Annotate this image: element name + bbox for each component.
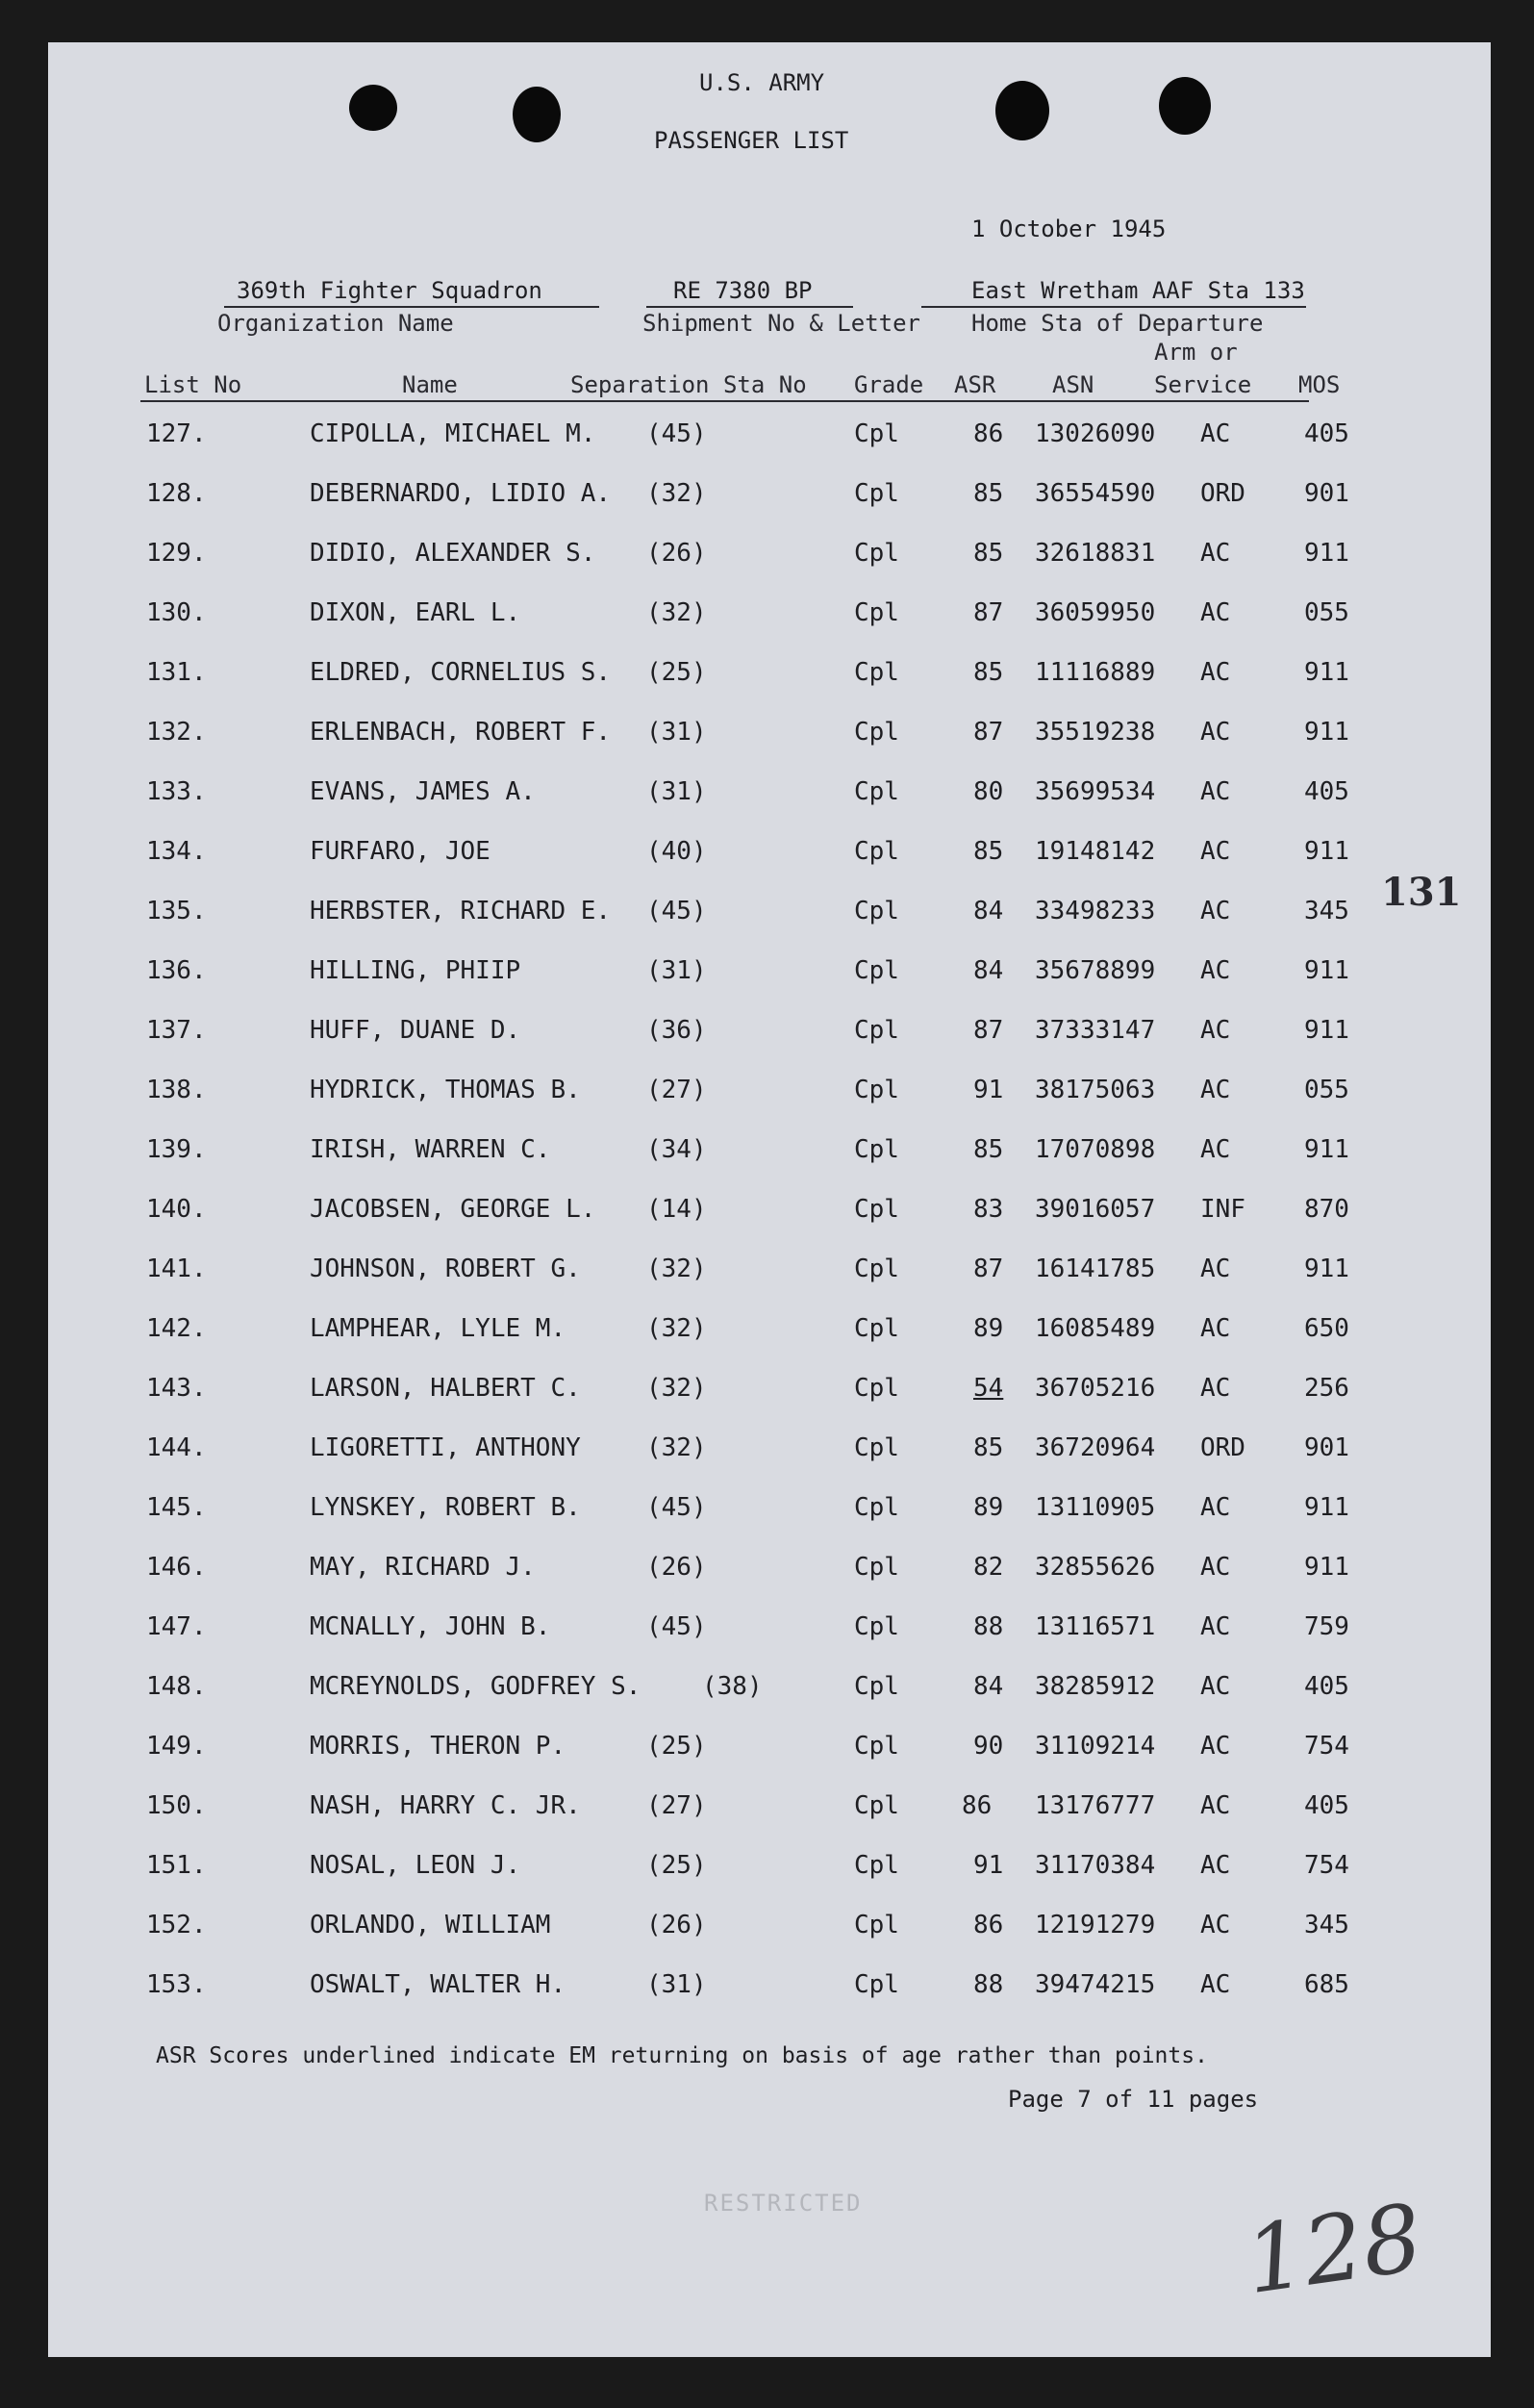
mos: 405: [1304, 1672, 1349, 1701]
asn: 35699534: [1035, 777, 1156, 806]
list-number: 131.: [146, 658, 207, 687]
table-row: [48, 777, 1491, 837]
asr-score: 88: [973, 1970, 1004, 1999]
asn: 36720964: [1035, 1433, 1156, 1462]
asn: 37333147: [1035, 1016, 1156, 1045]
asr-score: 80: [973, 777, 1004, 806]
asr-score: 84: [973, 1672, 1004, 1701]
mos: 911: [1304, 1016, 1349, 1045]
asr-score-underlined: 54: [973, 1374, 1004, 1403]
grade: Cpl: [854, 718, 899, 747]
passenger-name: HYDRICK, THOMAS B.: [310, 1076, 581, 1104]
table-row: [48, 1135, 1491, 1195]
passenger-name: LYNSKEY, ROBERT B.: [310, 1493, 581, 1522]
mos: 405: [1304, 419, 1349, 448]
shipment-value: RE 7380 BP: [673, 277, 813, 304]
punch-hole: [1159, 77, 1211, 135]
grade: Cpl: [854, 1076, 899, 1104]
separation-station: (25): [646, 658, 707, 687]
asn: 32618831: [1035, 539, 1156, 568]
passenger-name: JACOBSEN, GEORGE L.: [310, 1195, 596, 1224]
table-row: [48, 1076, 1491, 1135]
asr-score: 85: [973, 1135, 1004, 1164]
asr-score: 86: [973, 419, 1004, 448]
organization-name-label: Organization Name: [217, 310, 454, 337]
asn: 11116889: [1035, 658, 1156, 687]
grade: Cpl: [854, 479, 899, 508]
handwritten-page-number: 128: [1239, 2183, 1429, 2316]
list-number: 139.: [146, 1135, 207, 1164]
asr-score: 85: [973, 837, 1004, 866]
document-title: PASSENGER LIST: [654, 127, 849, 154]
separation-station: (45): [646, 419, 707, 448]
separation-station: (27): [646, 1791, 707, 1820]
arm-or-service: AC: [1200, 718, 1231, 747]
mos: 911: [1304, 539, 1349, 568]
passenger-name: OSWALT, WALTER H.: [310, 1970, 566, 1999]
shipment-label: Shipment No & Letter: [642, 310, 920, 337]
mos: 405: [1304, 777, 1349, 806]
separation-station: (32): [646, 1255, 707, 1283]
arm-or-service: INF: [1200, 1195, 1245, 1224]
separation-station: (31): [646, 956, 707, 985]
mos: 754: [1304, 1732, 1349, 1761]
table-row: [48, 658, 1491, 718]
mos: 901: [1304, 1433, 1349, 1462]
list-number: 135.: [146, 897, 207, 925]
mos: 055: [1304, 598, 1349, 627]
table-row: [48, 718, 1491, 777]
grade: Cpl: [854, 777, 899, 806]
asn: 16085489: [1035, 1314, 1156, 1343]
separation-station: (34): [646, 1135, 707, 1164]
grade: Cpl: [854, 1493, 899, 1522]
grade: Cpl: [854, 897, 899, 925]
asn: 13110905: [1035, 1493, 1156, 1522]
mos: 650: [1304, 1314, 1349, 1343]
grade: Cpl: [854, 1374, 899, 1403]
separation-station: (36): [646, 1016, 707, 1045]
arm-or-service: AC: [1200, 1314, 1231, 1343]
passenger-name: HUFF, DUANE D.: [310, 1016, 521, 1045]
mos: 870: [1304, 1195, 1349, 1224]
asr-score: 85: [973, 1433, 1004, 1462]
arm-or-service: AC: [1200, 837, 1231, 866]
list-number: 147.: [146, 1612, 207, 1641]
asr-score: 87: [973, 598, 1004, 627]
passenger-name: CIPOLLA, MICHAEL M.: [310, 419, 596, 448]
list-number: 142.: [146, 1314, 207, 1343]
separation-station: (31): [646, 777, 707, 806]
arm-or-service: AC: [1200, 777, 1231, 806]
list-number: 144.: [146, 1433, 207, 1462]
grade: Cpl: [854, 1851, 899, 1880]
column-header-asr: ASR: [954, 371, 996, 398]
column-header-name: Name: [402, 371, 458, 398]
punch-hole: [349, 85, 397, 131]
column-header-arm-line1: Arm or: [1154, 339, 1238, 366]
grade: Cpl: [854, 1970, 899, 1999]
asn: 31109214: [1035, 1732, 1156, 1761]
grade: Cpl: [854, 658, 899, 687]
grade: Cpl: [854, 956, 899, 985]
arm-or-service: AC: [1200, 1374, 1231, 1403]
passenger-name: LAMPHEAR, LYLE M.: [310, 1314, 566, 1343]
list-number: 146.: [146, 1553, 207, 1582]
column-header-arm-line2: Service: [1154, 371, 1252, 398]
table-row: [48, 598, 1491, 658]
table-row: [48, 1851, 1491, 1911]
arm-or-service: AC: [1200, 1672, 1231, 1701]
asn: 35678899: [1035, 956, 1156, 985]
separation-station: (32): [646, 1314, 707, 1343]
table-row: [48, 479, 1491, 539]
arm-or-service: ORD: [1200, 479, 1245, 508]
passenger-name: JOHNSON, ROBERT G.: [310, 1255, 581, 1283]
mos: 911: [1304, 1135, 1349, 1164]
arm-or-service: AC: [1200, 1851, 1231, 1880]
column-header-underline: [140, 400, 1309, 402]
separation-station: (26): [646, 1553, 707, 1582]
mos: 256: [1304, 1374, 1349, 1403]
asr-score: 87: [973, 1016, 1004, 1045]
arm-or-service: AC: [1200, 1791, 1231, 1820]
mos: 911: [1304, 658, 1349, 687]
grade: Cpl: [854, 419, 899, 448]
passenger-name: LIGORETTI, ANTHONY: [310, 1433, 581, 1462]
asn: 39016057: [1035, 1195, 1156, 1224]
asn: 38175063: [1035, 1076, 1156, 1104]
arm-or-service: AC: [1200, 1553, 1231, 1582]
mos: 405: [1304, 1791, 1349, 1820]
column-header-list-no: List No: [144, 371, 242, 398]
asr-score: 87: [973, 718, 1004, 747]
arm-or-service: AC: [1200, 1076, 1231, 1104]
arm-or-service: ORD: [1200, 1433, 1245, 1462]
separation-station: (32): [646, 598, 707, 627]
list-number: 128.: [146, 479, 207, 508]
list-number: 133.: [146, 777, 207, 806]
separation-station: (45): [646, 1493, 707, 1522]
arm-or-service: AC: [1200, 598, 1231, 627]
separation-station: (40): [646, 837, 707, 866]
mos: 911: [1304, 1493, 1349, 1522]
classification-marking: RESTRICTED: [704, 2190, 863, 2217]
passenger-name: LARSON, HALBERT C.: [310, 1374, 581, 1403]
list-number: 132.: [146, 718, 207, 747]
separation-station: (31): [646, 718, 707, 747]
grade: Cpl: [854, 1135, 899, 1164]
separation-station: (27): [646, 1076, 707, 1104]
arm-or-service: AC: [1200, 1255, 1231, 1283]
mos: 911: [1304, 1255, 1349, 1283]
passenger-name: NASH, HARRY C. JR.: [310, 1791, 581, 1820]
table-row: [48, 1255, 1491, 1314]
list-number: 150.: [146, 1791, 207, 1820]
list-number: 143.: [146, 1374, 207, 1403]
column-header-asn: ASN: [1052, 371, 1094, 398]
column-header-grade: Grade: [854, 371, 924, 398]
list-number: 127.: [146, 419, 207, 448]
asr-score: 83: [973, 1195, 1004, 1224]
document-date: 1 October 1945: [971, 215, 1167, 242]
table-row: [48, 1493, 1491, 1553]
arm-or-service: AC: [1200, 1732, 1231, 1761]
mos: 901: [1304, 479, 1349, 508]
passenger-name: IRISH, WARREN C.: [310, 1135, 551, 1164]
shipment-underline: [646, 306, 853, 308]
list-number: 138.: [146, 1076, 207, 1104]
arm-or-service: AC: [1200, 1135, 1231, 1164]
arm-or-service: AC: [1200, 658, 1231, 687]
passenger-name: DEBERNARDO, LIDIO A.: [310, 479, 612, 508]
asn: 31170384: [1035, 1851, 1156, 1880]
separation-station: (38): [702, 1672, 763, 1701]
asr-score: 88: [973, 1612, 1004, 1641]
separation-station: (32): [646, 1374, 707, 1403]
asr-score: 90: [973, 1732, 1004, 1761]
list-number: 129.: [146, 539, 207, 568]
asn: 13026090: [1035, 419, 1156, 448]
table-row: [48, 1314, 1491, 1374]
passenger-name: FURFARO, JOE: [310, 837, 490, 866]
grade: Cpl: [854, 1255, 899, 1283]
passenger-name: NOSAL, LEON J.: [310, 1851, 521, 1880]
arm-or-service: AC: [1200, 1493, 1231, 1522]
table-row: [48, 1672, 1491, 1732]
separation-station: (32): [646, 1433, 707, 1462]
list-number: 145.: [146, 1493, 207, 1522]
home-station-label: Home Sta of Departure: [971, 310, 1264, 337]
table-row: [48, 1911, 1491, 1970]
passenger-name: ERLENBACH, ROBERT F.: [310, 718, 612, 747]
asr-score: 85: [973, 479, 1004, 508]
table-row: [48, 956, 1491, 1016]
table-row: [48, 1732, 1491, 1791]
arm-or-service: AC: [1200, 956, 1231, 985]
table-row: [48, 1195, 1491, 1255]
arm-or-service: AC: [1200, 539, 1231, 568]
grade: Cpl: [854, 1672, 899, 1701]
mos: 055: [1304, 1076, 1349, 1104]
separation-station: (25): [646, 1851, 707, 1880]
asr-score: 85: [973, 658, 1004, 687]
grade: Cpl: [854, 1016, 899, 1045]
passenger-name: ELDRED, CORNELIUS S.: [310, 658, 612, 687]
passenger-name: MORRIS, THERON P.: [310, 1732, 566, 1761]
asr-score: 85: [973, 539, 1004, 568]
list-number: 134.: [146, 837, 207, 866]
passenger-name: HERBSTER, RICHARD E.: [310, 897, 612, 925]
margin-stamp-number: 131: [1381, 870, 1462, 915]
passenger-name: DIDIO, ALEXANDER S.: [310, 539, 596, 568]
arm-or-service: AC: [1200, 419, 1231, 448]
passenger-name: HILLING, PHIIP: [310, 956, 521, 985]
mos: 911: [1304, 956, 1349, 985]
list-number: 130.: [146, 598, 207, 627]
asr-score: 89: [973, 1493, 1004, 1522]
asn: 32855626: [1035, 1553, 1156, 1582]
separation-station: (31): [646, 1970, 707, 1999]
table-row: [48, 539, 1491, 598]
asn: 36554590: [1035, 479, 1156, 508]
arm-or-service: AC: [1200, 1911, 1231, 1939]
asr-score: 86: [962, 1791, 993, 1820]
grade: Cpl: [854, 1612, 899, 1641]
separation-station: (26): [646, 1911, 707, 1939]
separation-station: (26): [646, 539, 707, 568]
list-number: 140.: [146, 1195, 207, 1224]
table-row: [48, 1374, 1491, 1433]
grade: Cpl: [854, 1433, 899, 1462]
passenger-name: ORLANDO, WILLIAM: [310, 1911, 551, 1939]
arm-or-service: AC: [1200, 1016, 1231, 1045]
grade: Cpl: [854, 837, 899, 866]
document-page: [48, 42, 1491, 2357]
passenger-name: MCNALLY, JOHN B.: [310, 1612, 551, 1641]
asn: 16141785: [1035, 1255, 1156, 1283]
arm-or-service: AC: [1200, 1970, 1231, 1999]
mos: 911: [1304, 718, 1349, 747]
separation-station: (25): [646, 1732, 707, 1761]
list-number: 141.: [146, 1255, 207, 1283]
mos: 911: [1304, 837, 1349, 866]
passenger-name: DIXON, EARL L.: [310, 598, 521, 627]
list-number: 137.: [146, 1016, 207, 1045]
table-row: [48, 1433, 1491, 1493]
grade: Cpl: [854, 1553, 899, 1582]
page-number: Page 7 of 11 pages: [1008, 2086, 1259, 2113]
asn: 38285912: [1035, 1672, 1156, 1701]
column-header-mos: MOS: [1298, 371, 1341, 398]
asr-score: 84: [973, 897, 1004, 925]
table-row: [48, 897, 1491, 956]
asn: 36705216: [1035, 1374, 1156, 1403]
home-station-value: East Wretham AAF Sta 133: [971, 277, 1305, 304]
table-row: [48, 1016, 1491, 1076]
asn: 13176777: [1035, 1791, 1156, 1820]
table-row: [48, 1553, 1491, 1612]
separation-station: (45): [646, 1612, 707, 1641]
table-row: [48, 419, 1491, 479]
asn: 39474215: [1035, 1970, 1156, 1999]
grade: Cpl: [854, 1791, 899, 1820]
mos: 685: [1304, 1970, 1349, 1999]
list-number: 151.: [146, 1851, 207, 1880]
asn: 13116571: [1035, 1612, 1156, 1641]
organization-underline: [224, 306, 599, 308]
organization-name-value: 369th Fighter Squadron: [237, 277, 542, 304]
mos: 911: [1304, 1553, 1349, 1582]
asr-score: 86: [973, 1911, 1004, 1939]
table-row: [48, 1791, 1491, 1851]
list-number: 152.: [146, 1911, 207, 1939]
grade: Cpl: [854, 598, 899, 627]
grade: Cpl: [854, 1911, 899, 1939]
passenger-name: MCREYNOLDS, GODFREY S.: [310, 1672, 641, 1701]
asr-score: 89: [973, 1314, 1004, 1343]
list-number: 148.: [146, 1672, 207, 1701]
asr-score: 84: [973, 956, 1004, 985]
list-number: 136.: [146, 956, 207, 985]
arm-or-service: AC: [1200, 897, 1231, 925]
separation-station: (45): [646, 897, 707, 925]
asr-score: 91: [973, 1851, 1004, 1880]
asr-score: 87: [973, 1255, 1004, 1283]
table-row: [48, 837, 1491, 897]
asn: 35519238: [1035, 718, 1156, 747]
separation-station: (32): [646, 479, 707, 508]
passenger-name: EVANS, JAMES A.: [310, 777, 536, 806]
punch-hole: [995, 81, 1049, 140]
document-army-heading: U.S. ARMY: [699, 69, 825, 96]
mos: 345: [1304, 1911, 1349, 1939]
grade: Cpl: [854, 1195, 899, 1224]
table-row: [48, 1970, 1491, 2030]
arm-or-service: AC: [1200, 1612, 1231, 1641]
mos: 345: [1304, 897, 1349, 925]
list-number: 153.: [146, 1970, 207, 1999]
asn: 19148142: [1035, 837, 1156, 866]
punch-hole: [513, 87, 561, 142]
passenger-name: MAY, RICHARD J.: [310, 1553, 536, 1582]
list-number: 149.: [146, 1732, 207, 1761]
asr-score: 82: [973, 1553, 1004, 1582]
mos: 759: [1304, 1612, 1349, 1641]
asr-score: 91: [973, 1076, 1004, 1104]
footnote: ASR Scores underlined indicate EM returning on basis of age rather than points.: [156, 2043, 1208, 2068]
asn: 33498233: [1035, 897, 1156, 925]
asn: 36059950: [1035, 598, 1156, 627]
grade: Cpl: [854, 1732, 899, 1761]
grade: Cpl: [854, 1314, 899, 1343]
grade: Cpl: [854, 539, 899, 568]
mos: 754: [1304, 1851, 1349, 1880]
asn: 17070898: [1035, 1135, 1156, 1164]
table-row: [48, 1612, 1491, 1672]
separation-station: (14): [646, 1195, 707, 1224]
home-station-underline: [921, 306, 1306, 308]
asn: 12191279: [1035, 1911, 1156, 1939]
column-header-separation: Separation Sta No: [570, 371, 807, 398]
